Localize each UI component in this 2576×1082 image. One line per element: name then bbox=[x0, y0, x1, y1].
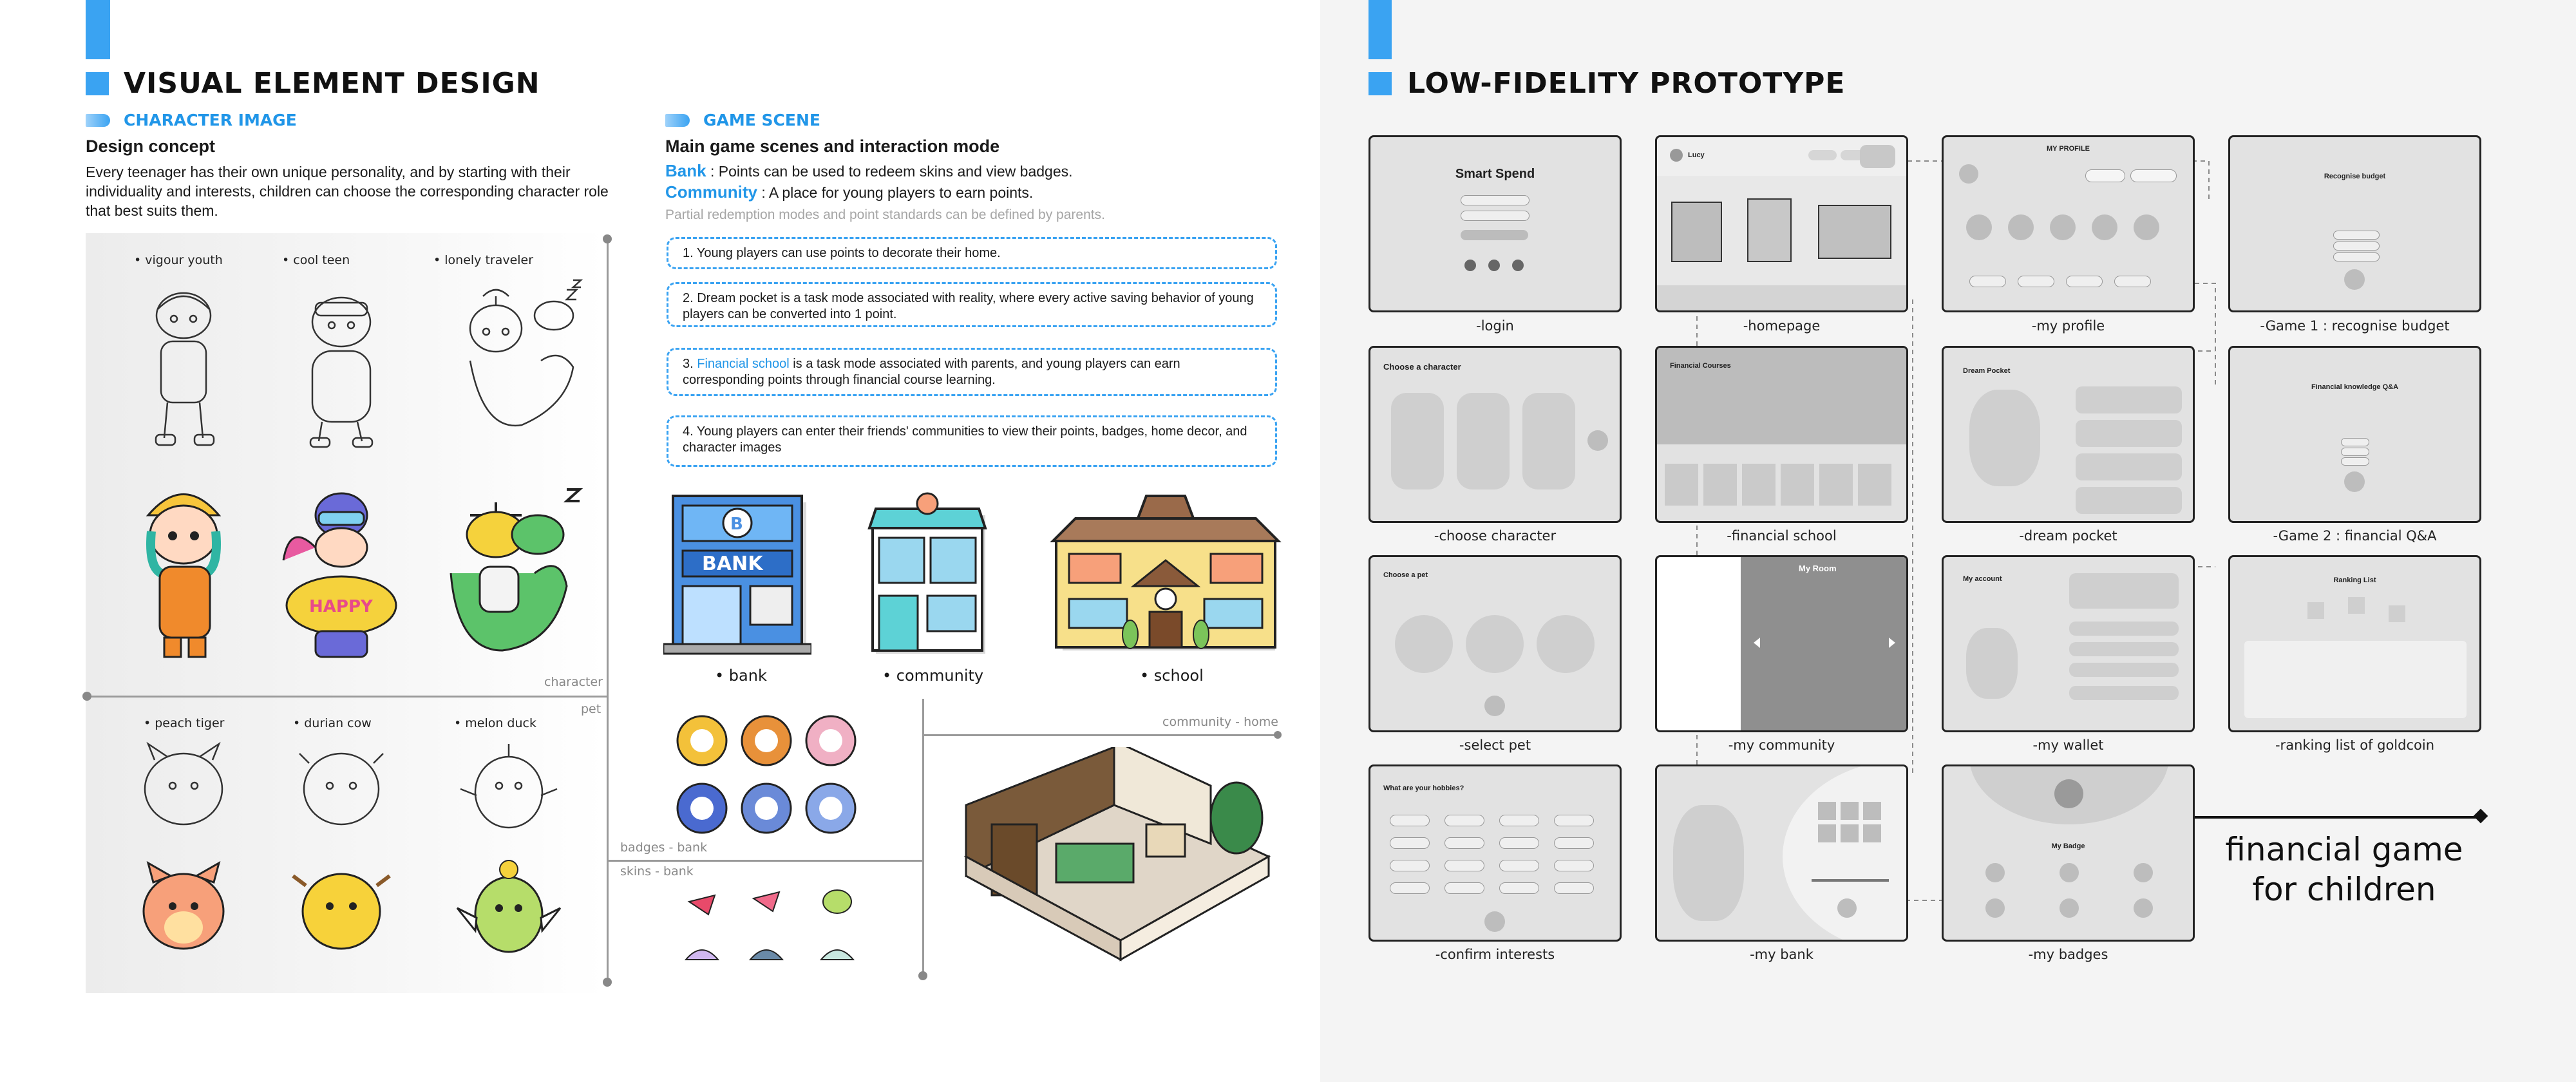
screen-my-profile[interactable] bbox=[1942, 135, 2195, 312]
bank-text: : Points can be used to redeem skins and view badges. bbox=[710, 163, 1073, 180]
caption-confirm-interests: -confirm interests bbox=[1435, 947, 1555, 962]
partial-redemption-note: Partial redemption modes and point standards can be defined by parents. bbox=[665, 207, 1105, 222]
screen-my-bank[interactable] bbox=[1655, 764, 1908, 942]
hobby-option[interactable] bbox=[1390, 882, 1430, 894]
next-button[interactable] bbox=[2344, 471, 2365, 492]
skin-slot[interactable] bbox=[1818, 824, 1836, 842]
username-input[interactable] bbox=[1461, 195, 1530, 205]
hobby-tag[interactable] bbox=[2114, 276, 2151, 287]
screen-confirm-interests[interactable] bbox=[1368, 764, 1622, 942]
social-login-icon[interactable] bbox=[1512, 260, 1524, 271]
char-label-vigour-youth: • vigour youth bbox=[134, 253, 223, 267]
financial-courses-title: Financial Courses bbox=[1670, 362, 1731, 370]
choose-character-title: Choose a character bbox=[1383, 362, 1461, 372]
right-title-marker bbox=[1368, 72, 1392, 95]
info-box-4: 4. Young players can enter their friends' communities to view their points, badges, home decor, and character images bbox=[667, 415, 1277, 467]
budget-option[interactable] bbox=[2333, 231, 2380, 240]
budget-option[interactable] bbox=[2333, 252, 2380, 261]
next-button[interactable] bbox=[1484, 696, 1505, 716]
tagline-arrow-line bbox=[2195, 816, 2481, 819]
hobby-option[interactable] bbox=[1554, 815, 1594, 826]
bank-sign-text: BANK bbox=[702, 553, 763, 575]
bank-key: Bank bbox=[665, 161, 706, 180]
badges-avatar bbox=[2054, 779, 2083, 808]
screen-select-pet[interactable] bbox=[1368, 555, 1622, 732]
ranking-title: Ranking List bbox=[2333, 576, 2376, 584]
hobby-option[interactable] bbox=[1444, 882, 1484, 894]
hobby-option[interactable] bbox=[1444, 860, 1484, 871]
screen-homepage[interactable] bbox=[1655, 135, 1908, 312]
caption-financial-school: -financial school bbox=[1727, 528, 1837, 544]
left-top-accent bbox=[86, 0, 110, 59]
pet-label-melon-duck: • melon duck bbox=[454, 716, 536, 730]
course-card[interactable] bbox=[1819, 464, 1853, 506]
skin-slot[interactable] bbox=[1818, 802, 1836, 820]
caption-recognise-budget: -Game 1 : recognise budget bbox=[2260, 318, 2450, 334]
homepage-username: Lucy bbox=[1688, 151, 1705, 159]
community-key: Community bbox=[665, 182, 757, 202]
skins-grid bbox=[676, 882, 863, 979]
divider-dot bbox=[918, 971, 927, 980]
skin-slot[interactable] bbox=[1863, 824, 1881, 842]
badge-slot[interactable] bbox=[1985, 898, 2005, 918]
building-school-illustration bbox=[1050, 489, 1282, 667]
game-scene-heading: Main game scenes and interaction mode bbox=[665, 137, 1000, 156]
qa-option[interactable] bbox=[2341, 438, 2369, 446]
hobby-option[interactable] bbox=[1499, 837, 1539, 849]
badge-slot[interactable] bbox=[2134, 863, 2153, 882]
goal-card[interactable] bbox=[2076, 420, 2182, 447]
confirm-button[interactable] bbox=[1484, 911, 1505, 932]
tagline-line-2: for children bbox=[2252, 871, 2436, 908]
info-box-1: 1. Young players can use points to decorate their home. bbox=[667, 237, 1277, 269]
hobby-option[interactable] bbox=[1444, 837, 1484, 849]
character-colored bbox=[122, 477, 586, 670]
coin-counter bbox=[1808, 150, 1837, 160]
divider-dot bbox=[603, 234, 612, 243]
panel-horizontal-divider bbox=[86, 696, 609, 698]
wallet-row[interactable] bbox=[2069, 622, 2179, 636]
caption-my-bank: -my bank bbox=[1750, 947, 1814, 962]
caption-select-pet: -select pet bbox=[1459, 737, 1531, 753]
subtitle-character-image: CHARACTER IMAGE bbox=[124, 111, 297, 129]
info-box-3 bbox=[667, 348, 1277, 396]
screen-login[interactable] bbox=[1368, 135, 1622, 312]
badge-slot[interactable] bbox=[2134, 898, 2153, 918]
wallet-row[interactable] bbox=[2069, 686, 2179, 700]
scene-vertical-divider bbox=[922, 699, 924, 976]
hobby-tag[interactable] bbox=[2018, 276, 2054, 287]
my-badge-title: My Badge bbox=[2051, 842, 2085, 850]
next-button[interactable] bbox=[2344, 269, 2365, 290]
section-title-prototype: LOW-FIDELITY PROTOTYPE bbox=[1407, 67, 1846, 100]
divider-dot bbox=[1274, 731, 1282, 739]
caption-my-wallet: -my wallet bbox=[2032, 737, 2104, 753]
building-bank-illustration bbox=[663, 489, 811, 667]
goal-card[interactable] bbox=[2076, 487, 2182, 514]
hobbies-title: What are your hobbies? bbox=[1383, 784, 1464, 792]
character-option[interactable] bbox=[1522, 393, 1575, 489]
right-top-accent bbox=[1368, 0, 1392, 59]
screen-dream-pocket[interactable] bbox=[1942, 346, 2195, 523]
subtitle-game-scene: GAME SCENE bbox=[703, 111, 820, 129]
course-card[interactable] bbox=[1665, 464, 1698, 506]
homepage-community-building[interactable] bbox=[1747, 198, 1792, 262]
caption-my-community: -my community bbox=[1728, 737, 1835, 753]
dream-pocket-title: Dream Pocket bbox=[1963, 367, 2011, 375]
screen-my-badges[interactable] bbox=[1942, 764, 2195, 942]
menu-button[interactable] bbox=[1860, 145, 1895, 168]
course-card[interactable] bbox=[1703, 464, 1737, 506]
badges-line bbox=[609, 860, 924, 862]
goal-card[interactable] bbox=[2076, 453, 2182, 480]
wallet-avatar-illustration bbox=[1966, 628, 2018, 699]
screen-recognise-budget[interactable] bbox=[2228, 135, 2481, 312]
ranking-avatar bbox=[2307, 602, 2324, 619]
wallet-row[interactable] bbox=[2069, 663, 2179, 677]
caption-login: -login bbox=[1476, 318, 1514, 334]
building-community-illustration bbox=[857, 489, 998, 667]
building-label-community: • community bbox=[882, 667, 984, 685]
collectible-card[interactable] bbox=[2050, 214, 2076, 240]
community-home-room bbox=[953, 747, 1282, 973]
label-character: character bbox=[544, 675, 603, 689]
bank-character-illustration bbox=[1673, 805, 1744, 921]
hobby-option[interactable] bbox=[1444, 815, 1484, 826]
ranking-list-panel bbox=[2244, 641, 2467, 718]
ranking-avatar bbox=[2389, 605, 2405, 622]
info-box-2: 2. Dream pocket is a task mode associated with reality, where every active saving behavior of young players can be converted into 1 point. bbox=[667, 282, 1277, 327]
select-pet-title: Choose a pet bbox=[1383, 571, 1428, 579]
homepage-school-building[interactable] bbox=[1818, 205, 1891, 259]
course-card[interactable] bbox=[1742, 464, 1776, 506]
hobby-option[interactable] bbox=[1499, 815, 1539, 826]
budget-option[interactable] bbox=[2333, 242, 2380, 251]
profile-title: MY PROFILE bbox=[2046, 145, 2090, 153]
community-line bbox=[665, 182, 1033, 202]
qa-title: Financial knowledge Q&A bbox=[2311, 383, 2399, 391]
screen-my-wallet[interactable] bbox=[1942, 555, 2195, 732]
design-concept-body: Every teenager has their own unique personality, and by starting with their individuality and interests, children can choose the corresponding character role that best suits them. bbox=[86, 164, 609, 219]
building-label-school: • school bbox=[1140, 667, 1204, 685]
wallet-row[interactable] bbox=[2069, 642, 2179, 656]
caption-my-badges: -my badges bbox=[2028, 947, 2108, 962]
hobby-tag[interactable] bbox=[1969, 276, 2006, 287]
homepage-bank-building[interactable] bbox=[1671, 202, 1722, 262]
section-title-visual: VISUAL ELEMENT DESIGN bbox=[124, 67, 540, 100]
label-pet: pet bbox=[581, 702, 601, 716]
profile-avatar[interactable] bbox=[1959, 164, 1978, 184]
login-button[interactable] bbox=[1461, 230, 1528, 240]
hobby-option[interactable] bbox=[1554, 882, 1594, 894]
left-title-marker bbox=[86, 72, 109, 95]
character-sketches bbox=[122, 277, 586, 457]
qa-option[interactable] bbox=[2341, 448, 2369, 456]
label-community-home: community - home bbox=[1162, 715, 1278, 729]
divider-dot bbox=[82, 692, 91, 701]
social-login-icon[interactable] bbox=[1488, 260, 1500, 271]
next-button[interactable] bbox=[1587, 430, 1608, 451]
pet-option[interactable] bbox=[1537, 615, 1595, 673]
caption-financial-qa: -Game 2 : financial Q&A bbox=[2273, 528, 2437, 544]
subtitle-marker-icon bbox=[665, 114, 690, 127]
qa-option[interactable] bbox=[2341, 457, 2369, 466]
ranking-avatar bbox=[2348, 597, 2365, 614]
badge-slot[interactable] bbox=[2060, 863, 2079, 882]
collectible-card[interactable] bbox=[2008, 214, 2034, 240]
skin-slot[interactable] bbox=[1841, 824, 1859, 842]
my-room-title: My Room bbox=[1799, 564, 1837, 573]
community-panel bbox=[1741, 557, 1906, 731]
room-left-arrow-icon[interactable] bbox=[1754, 638, 1760, 648]
caption-choose-character: -choose character bbox=[1434, 528, 1557, 544]
room-right-arrow-icon[interactable] bbox=[1889, 638, 1895, 648]
hobby-option[interactable] bbox=[1390, 860, 1430, 871]
pet-label-durian-cow: • durian cow bbox=[293, 716, 372, 730]
bank-action-button[interactable] bbox=[1837, 898, 1857, 918]
pet-label-peach-tiger: • peach tiger bbox=[144, 716, 225, 730]
panel-vertical-divider bbox=[607, 238, 609, 985]
screen-financial-qa[interactable] bbox=[2228, 346, 2481, 523]
goal-card[interactable] bbox=[2076, 386, 2182, 413]
character-option[interactable] bbox=[1457, 393, 1510, 489]
screen-choose-character[interactable] bbox=[1368, 346, 1622, 523]
screen-financial-school[interactable] bbox=[1655, 346, 1908, 523]
pet-option[interactable] bbox=[1466, 615, 1524, 673]
badge-slot[interactable] bbox=[1985, 863, 2005, 882]
badge-slot[interactable] bbox=[2060, 898, 2079, 918]
course-card[interactable] bbox=[1781, 464, 1814, 506]
svg-text:HAPPY: HAPPY bbox=[309, 597, 373, 616]
hobby-tag[interactable] bbox=[2066, 276, 2103, 287]
design-concept-heading: Design concept bbox=[86, 137, 216, 156]
budget-title: Recognise budget bbox=[2324, 173, 2386, 180]
password-input[interactable] bbox=[1461, 211, 1530, 221]
skin-slot[interactable] bbox=[1841, 802, 1859, 820]
hobby-option[interactable] bbox=[1499, 860, 1539, 871]
skin-slot[interactable] bbox=[1863, 802, 1881, 820]
caption-my-profile: -my profile bbox=[2031, 318, 2105, 334]
avatar[interactable] bbox=[1670, 149, 1683, 162]
login-title: Smart Spend bbox=[1455, 167, 1535, 181]
community-home-line bbox=[922, 734, 1280, 736]
box3-number: 3. bbox=[683, 357, 694, 371]
hobby-option[interactable] bbox=[1554, 837, 1594, 849]
tagline-line-1: financial game bbox=[2225, 831, 2463, 868]
profile-coins bbox=[2085, 169, 2125, 182]
wallet-total-card bbox=[2069, 573, 2179, 609]
screen-ranking-list[interactable] bbox=[2228, 555, 2481, 732]
hobby-option[interactable] bbox=[1390, 837, 1430, 849]
hobby-option[interactable] bbox=[1499, 882, 1539, 894]
homepage-nav-bar bbox=[1657, 285, 1906, 311]
building-label-bank: • bank bbox=[715, 667, 767, 685]
collectible-card[interactable] bbox=[2092, 214, 2117, 240]
hobby-option[interactable] bbox=[1554, 860, 1594, 871]
badges-grid bbox=[670, 712, 863, 840]
caption-ranking-list: -ranking list of goldcoin bbox=[2275, 737, 2435, 753]
hobby-option[interactable] bbox=[1390, 815, 1430, 826]
pet-option[interactable] bbox=[1395, 615, 1453, 673]
box3-text: is a task mode associated with parents, and young players can earn corresponding points through financial course learning. bbox=[683, 357, 1180, 387]
label-skins-bank: skins - bank bbox=[620, 864, 694, 878]
char-label-lonely-traveler: • lonely traveler bbox=[433, 253, 534, 267]
my-account-title: My account bbox=[1963, 575, 2002, 583]
box3-financial-school: Financial school bbox=[697, 357, 790, 371]
divider-dot bbox=[603, 978, 612, 987]
label-badges-bank: badges - bank bbox=[620, 840, 708, 855]
collectible-card[interactable] bbox=[1966, 214, 1992, 240]
char-label-cool-teen: • cool teen bbox=[282, 253, 350, 267]
svg-text:B: B bbox=[730, 515, 743, 534]
social-login-icon[interactable] bbox=[1464, 260, 1476, 271]
dream-pocket-illustration bbox=[1969, 390, 2040, 486]
caption-dream-pocket: -dream pocket bbox=[2019, 528, 2117, 544]
screen-my-community[interactable] bbox=[1655, 555, 1908, 732]
course-card[interactable] bbox=[1858, 464, 1891, 506]
character-option[interactable] bbox=[1391, 393, 1444, 489]
subtitle-marker-icon bbox=[86, 114, 110, 127]
bank-line bbox=[665, 161, 1073, 181]
caption-homepage: -homepage bbox=[1743, 318, 1821, 334]
profile-points bbox=[2130, 169, 2177, 182]
bank-progress-bar bbox=[1812, 879, 1889, 882]
collectible-card[interactable] bbox=[2134, 214, 2159, 240]
community-text: : A place for young players to earn points. bbox=[761, 184, 1034, 201]
pet-drawings bbox=[122, 737, 586, 969]
